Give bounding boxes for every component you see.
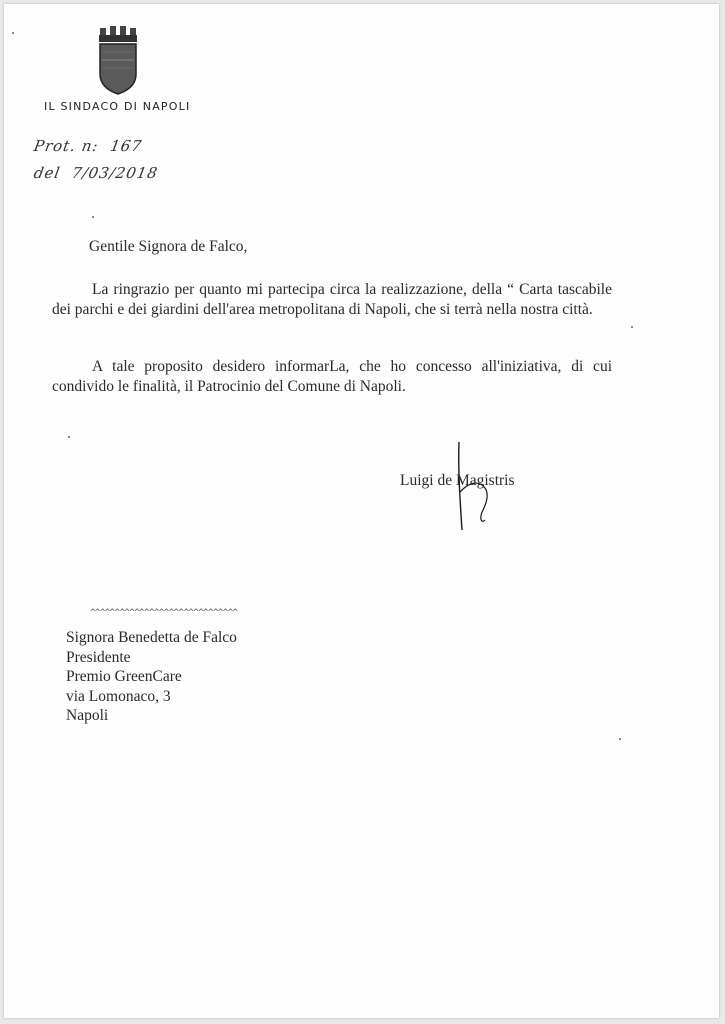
scan-speck — [619, 738, 621, 740]
recipient-name: Signora Benedetta de Falco — [66, 629, 237, 646]
protocol-date: 7/03/2018 — [70, 164, 160, 182]
separator-line: ^^^^^^^^^^^^^^^^^^^^^^^^^^^^^^ — [90, 608, 238, 618]
scan-speck — [92, 216, 94, 218]
letter-paragraph-1: La ringrazio per quanto mi partecipa circa la realizzazione, della “ Carta tascabile dei parchi e dei giardini dell'area metropolitana di Napoli, che si terrà nella nostra città. — [52, 281, 612, 318]
recipient-city: Napoli — [66, 707, 109, 724]
protocol-date-line — [32, 164, 165, 182]
recipient-address-block — [66, 628, 237, 726]
scan-speck — [12, 32, 14, 34]
protocol-label: Prot. n: — [32, 137, 101, 155]
protocol-number: 167 — [108, 137, 144, 155]
scan-speck — [631, 326, 633, 328]
recipient-organization: Premio GreenCare — [66, 668, 182, 685]
recipient-role: Presidente — [66, 648, 131, 666]
protocol-number-line — [32, 137, 149, 155]
city-crest-icon — [96, 26, 140, 96]
salutation: Gentile Signora de Falco, — [89, 238, 248, 255]
recipient-street: via Lomonaco, 3 — [66, 687, 171, 705]
office-title: IL SINDACO DI NAPOLI — [44, 100, 191, 113]
letter-page — [4, 4, 719, 1018]
signer-name: Luigi de Magistris — [400, 472, 515, 489]
scan-speck — [68, 436, 70, 438]
letter-paragraph-2: A tale proposito desidero informarLa, che ho concesso all'iniziativa, di cui condivido le finalità, il Patrocinio del Comune di Napoli. — [52, 358, 612, 395]
protocol-date-label: del — [32, 164, 62, 182]
